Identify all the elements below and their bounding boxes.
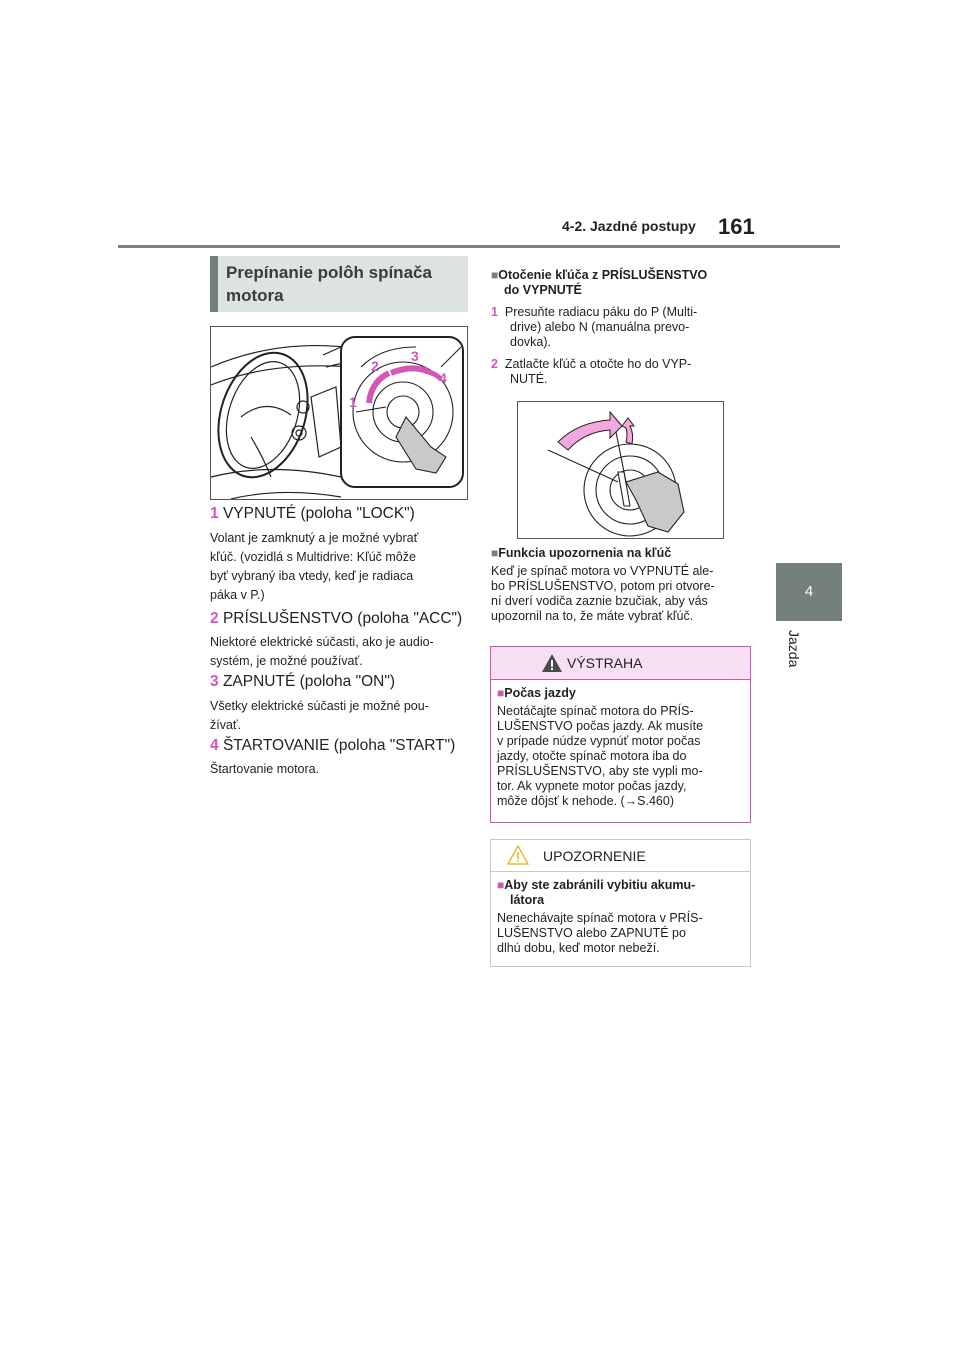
key-turn-illustration: [518, 402, 723, 538]
square-bullet-icon: ■: [491, 268, 499, 282]
warning-triangle-icon: [541, 653, 563, 673]
warning-label: VÝSTRAHA: [567, 655, 643, 671]
caution-triangle-icon: [507, 845, 529, 865]
callout-3: 3: [411, 348, 419, 364]
item-title: ŠTARTOVANIE (poloha "START"): [222, 737, 456, 754]
position-desc-1: Volant je zamknutý a je možné vybrať kľúč. (vozidlá s Multidrive: Kľúč môže byť vybraný iba vtedy, keď je radiaca páka v P.): [210, 531, 419, 602]
reminder-heading: ■Funkcia upozornenia na kľúč: [491, 546, 672, 560]
notice-box: [490, 839, 751, 967]
warning-body: ■Počas jazdy Neotáčajte spínač motora do PRÍS- LUŠENSTVO počas jazdy. Ak musíte v prípade núdze vypnúť motor počas jazdy, otočte spínač motora iba do PRÍSLUŠENSTVO, aby ste vypli mo- tor. Ak vypnete motor počas jazdy, môže dôjsť k nehode. (→S.460): [497, 686, 704, 808]
key-turn-figure: [517, 401, 724, 539]
item-number: 4: [210, 737, 219, 754]
header-rule: [118, 245, 840, 248]
ignition-dashboard-figure: [210, 326, 468, 500]
position-desc-4: Štartovanie motora.: [210, 762, 320, 776]
warning-header: [491, 647, 750, 680]
position-item-1: [210, 505, 415, 523]
notice-header: [491, 840, 750, 872]
square-bullet-icon: ■: [497, 686, 505, 700]
dashboard-illustration: [211, 327, 467, 499]
position-item-2: [210, 610, 462, 628]
page-number: 161: [718, 214, 755, 239]
turn-off-step-1: 1 Presuňte radiacu páku do P (Multi- drive) alebo N (manuálna prevo- dovka).: [491, 305, 698, 349]
reminder-text: Keď je spínač motora vo VYPNUTÉ ale- bo PRÍSLUŠENSTVO, potom pri otvore- ní dverí vodiča zaznie bzučiak, aby vás upozornil na to, že máte vybrať kľúč.: [491, 564, 715, 623]
item-title: VYPNUTÉ (poloha "LOCK"): [222, 505, 415, 522]
item-title: PRÍSLUŠENSTVO (poloha "ACC"): [222, 610, 463, 627]
position-item-3: [210, 673, 395, 691]
heading-bar: [210, 256, 218, 312]
item-number: 2: [210, 610, 219, 627]
section-heading: [210, 256, 468, 312]
position-desc-2: Niektoré elektrické súčasti, ako je audio- systém, je možné používať.: [210, 635, 434, 668]
position-desc-3: Všetky elektrické súčasti je možné pou- žívať.: [210, 699, 429, 732]
chapter-tab: 4: [776, 563, 842, 621]
warning-box: [490, 646, 751, 823]
notice-label: UPOZORNENIE: [543, 848, 646, 864]
section-heading-text: Prepínanie polôh spínača motora: [226, 263, 432, 305]
chapter-label: Jazda: [786, 630, 802, 668]
section-title: 4-2. Jazdné postupy: [562, 218, 696, 234]
callout-2: 2: [371, 358, 379, 374]
notice-body: ■Aby ste zabránili vybitiu akumu- látora Nenechávajte spínač motora v PRÍS- LUŠENSTVO alebo ZAPNUTÉ po dlhú dobu, keď motor nebeží.: [497, 878, 703, 955]
square-bullet-icon: ■: [497, 878, 505, 892]
callout-4: 4: [439, 370, 447, 386]
item-number: 1: [210, 505, 219, 522]
turn-off-step-2: 2 Zatlačte kľúč a otočte ho do VYP- NUTÉ.: [491, 357, 692, 386]
turn-off-heading: ■Otočenie kľúča z PRÍSLUŠENSTVO do VYPNUTÉ: [491, 268, 708, 297]
square-bullet-icon: ■: [491, 546, 499, 560]
item-number: 3: [210, 673, 219, 690]
position-item-4: [210, 737, 455, 755]
item-title: ZAPNUTÉ (poloha "ON"): [222, 673, 396, 690]
callout-1: 1: [349, 394, 357, 410]
